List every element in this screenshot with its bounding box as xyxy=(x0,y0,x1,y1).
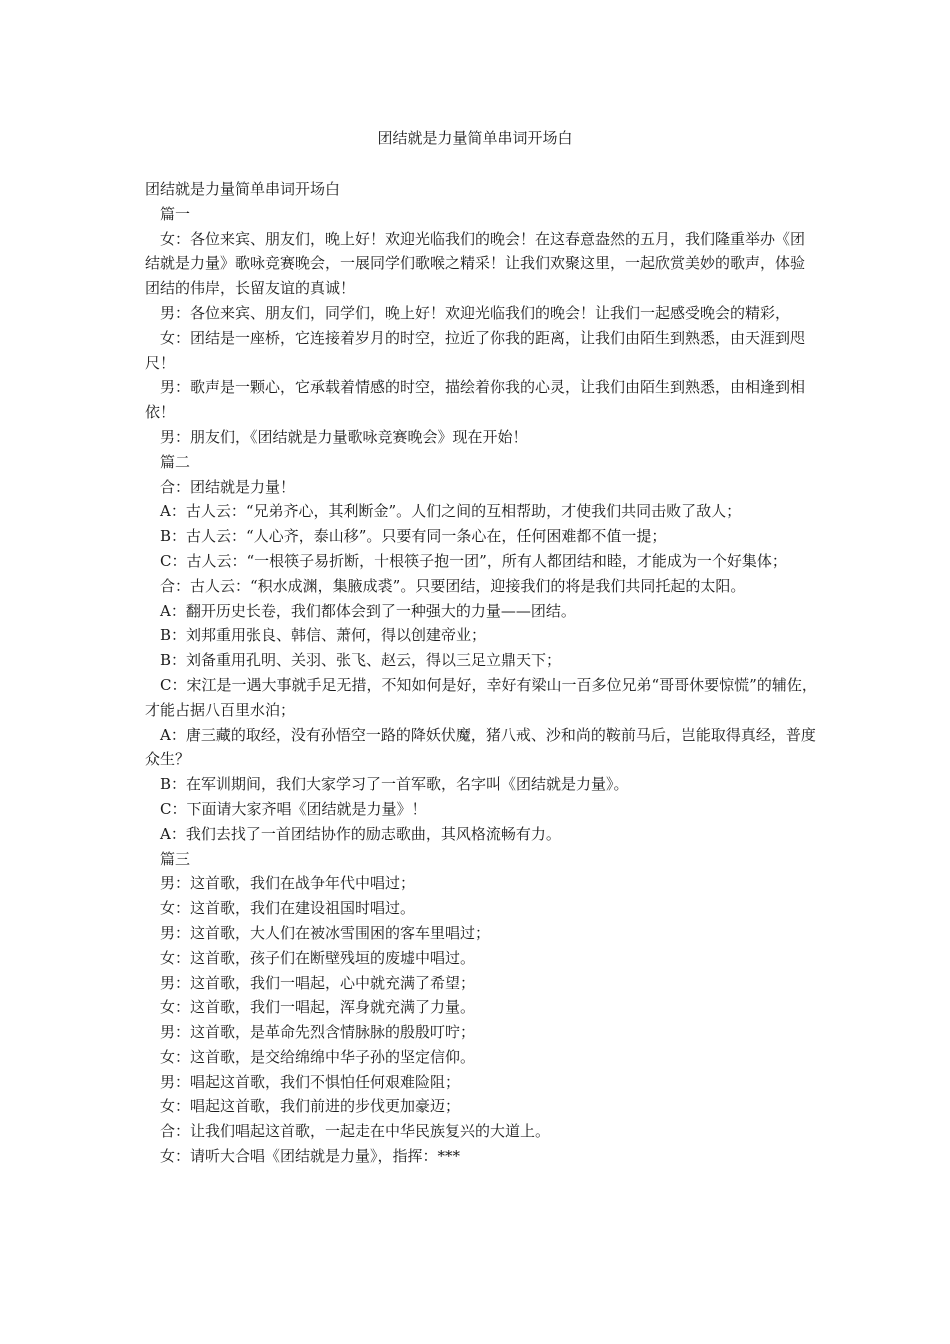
document-body xyxy=(145,177,817,1169)
paragraph: B：刘备重用孔明、关羽、张飞、赵云，得以三足立鼎天下； xyxy=(160,651,562,670)
paragraph: 合：团结就是力量！ xyxy=(160,477,296,496)
paragraph: B：在军训期间，我们大家学习了一首军歌，名字叫《团结就是力量》。 xyxy=(160,775,629,794)
paragraph: 女：唱起这首歌，我们前进的步伐更加豪迈； xyxy=(160,1097,461,1116)
paragraph: A：我们去找了一首团结协作的励志歌曲，其风格流畅有力。 xyxy=(160,824,561,843)
paragraph: C：古人云：“一根筷子易折断，十根筷子抱一团”，所有人都团结和睦，才能成为一个好集体； xyxy=(160,551,787,570)
paragraph: 男：这首歌，是革命先烈含情脉脉的殷殷叮咛； xyxy=(160,1023,476,1042)
paragraph: 男：唱起这首歌，我们不惧怕任何艰难险阻； xyxy=(160,1072,461,1091)
paragraph: 男：这首歌，大人们在被冰雪围困的客车里唱过； xyxy=(160,923,491,942)
paragraph: C：宋江是一遇大事就手足无措，不知如何是好，幸好有梁山一百多位兄弟“哥哥休要惊慌”的辅佐，才能占据八百里水泊； xyxy=(145,675,817,719)
paragraph: A：古人云：“兄弟齐心，其利断金”。人们之间的互相帮助，才使我们共同击败了敌人； xyxy=(160,502,742,521)
paragraph: 合：古人云：“积水成渊，集腋成裘”。只要团结，迎接我们的将是我们共同托起的太阳。 xyxy=(160,576,746,595)
paragraph: 女：这首歌，我们一唱起，浑身就充满了力量。 xyxy=(160,998,476,1017)
section-heading-2: 篇二 xyxy=(160,452,191,471)
section-heading-3: 篇三 xyxy=(160,849,191,868)
paragraph: 女：这首歌，是交给绵绵中华子孙的坚定信仰。 xyxy=(160,1047,476,1066)
paragraph: 合：让我们唱起这首歌，一起走在中华民族复兴的大道上。 xyxy=(160,1122,551,1141)
paragraph: A：唐三藏的取经，没有孙悟空一路的降妖伏魔，猪八戒、沙和尚的鞍前马后，岂能取得真经，普度众生？ xyxy=(145,725,816,769)
page-title: 团结就是力量简单串词开场白 xyxy=(377,129,573,147)
paragraph: 男：歌声是一颗心，它承载着情感的时空，描绘着你我的心灵，让我们由陌生到熟悉，由相逢到相依！ xyxy=(145,378,806,422)
paragraph: 女：各位来宾、朋友们，晚上好！欢迎光临我们的晚会！在这春意盎然的五月，我们隆重举办《团结就是力量》歌咏竞赛晚会，一展同学们歌喉之精采！让我们欢聚这里，一起欣赏美妙的歌声，体验团结的伟岸，长留友谊的真诚！ xyxy=(145,229,806,298)
paragraph: C：下面请大家齐唱《团结就是力量》！ xyxy=(160,799,427,818)
paragraph: 男：这首歌，我们一唱起，心中就充满了希望； xyxy=(160,973,476,992)
paragraph: 男：朋友们，《团结就是力量歌咏竞赛晚会》现在开始！ xyxy=(160,427,528,446)
paragraph: 女：这首歌，我们在建设祖国时唱过。 xyxy=(160,899,416,918)
paragraph: B：古人云：“人心齐，泰山移”。只要有同一条心在，任何困难都不值一提； xyxy=(160,527,667,546)
paragraph: 男：这首歌，我们在战争年代中唱过； xyxy=(160,874,416,893)
paragraph: 女：团结是一座桥，它连接着岁月的时空，拉近了你我的距离，让我们由陌生到熟悉，由天涯到咫尺！ xyxy=(145,328,806,372)
section-heading-1: 篇一 xyxy=(160,204,191,223)
paragraph: 女：请听大合唱《团结就是力量》，指挥：*** xyxy=(160,1147,461,1166)
paragraph: 女：这首歌，孩子们在断壁残垣的废墟中唱过。 xyxy=(160,948,476,967)
paragraph: B：刘邦重用张良、韩信、萧何，得以创建帝业； xyxy=(160,626,487,645)
document-subtitle: 团结就是力量简单串词开场白 xyxy=(145,180,341,198)
paragraph: A：翻开历史长卷，我们都体会到了一种强大的力量——团结。 xyxy=(160,601,576,620)
paragraph: 男：各位来宾、朋友们，同学们，晚上好！欢迎光临我们的晚会！让我们一起感受晚会的精彩， xyxy=(160,303,791,322)
